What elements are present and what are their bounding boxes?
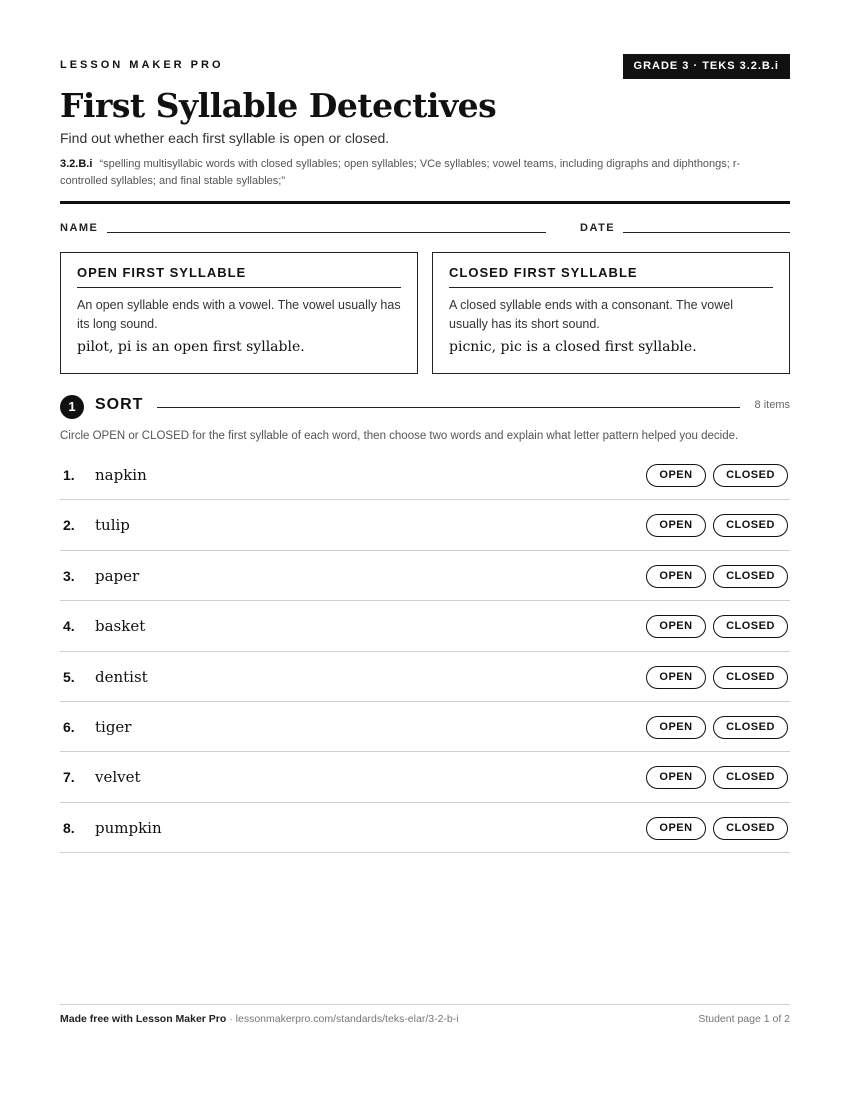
footer-credit <box>60 1013 459 1025</box>
page-subtitle: Find out whether each first syllable is open or closed. <box>60 130 390 146</box>
closed-choice-button[interactable]: CLOSED <box>713 514 788 537</box>
footer-separator: · <box>226 1013 236 1025</box>
sort-item-row <box>60 450 790 500</box>
section-instructions: Circle OPEN or CLOSED for the first syllable of each word, then choose two words and explain what letter pattern helped you decide. <box>60 430 739 442</box>
item-count: 8 items <box>754 399 790 411</box>
definition-title: CLOSED FIRST SYLLABLE <box>449 265 773 288</box>
definition-example: pilot, pi is an open first syllable. <box>77 339 305 355</box>
page-title: First Syllable Detectives <box>60 86 497 125</box>
item-number: 5. <box>63 668 75 685</box>
open-choice-button[interactable]: OPEN <box>646 716 706 739</box>
item-number: 1. <box>63 467 75 483</box>
footer-divider <box>60 1004 790 1005</box>
section-title: SORT <box>95 396 144 413</box>
page-indicator: Student page 1 of 2 <box>698 1013 790 1025</box>
name-field[interactable] <box>107 232 546 233</box>
item-word: pumpkin <box>95 818 162 837</box>
open-choice-button[interactable]: OPEN <box>646 666 706 689</box>
item-word: napkin <box>95 466 147 484</box>
definition-text: A closed syllable ends with a consonant. The vowel usually has its short sound. <box>449 298 733 331</box>
closed-choice-button[interactable]: CLOSED <box>713 766 788 789</box>
sort-item-row <box>60 500 790 550</box>
open-choice-button[interactable]: OPEN <box>646 766 706 789</box>
sort-item-row <box>60 601 790 651</box>
date-field[interactable] <box>623 232 790 233</box>
closed-choice-button[interactable]: CLOSED <box>713 615 788 638</box>
definition-title: OPEN FIRST SYLLABLE <box>77 265 401 288</box>
closed-syllable-definition <box>432 252 790 374</box>
open-choice-button[interactable]: OPEN <box>646 514 706 537</box>
item-word: basket <box>95 617 146 636</box>
item-number: 6. <box>63 718 75 735</box>
closed-choice-button[interactable]: CLOSED <box>713 464 788 487</box>
item-word: dentist <box>95 667 148 686</box>
section-header <box>60 395 790 419</box>
open-choice-button[interactable]: OPEN <box>646 817 706 840</box>
footer-url[interactable]: lessonmakerpro.com/standards/teks-elar/3-2-b-i <box>235 1013 459 1025</box>
worksheet-page <box>60 0 790 1100</box>
item-number: 8. <box>63 819 75 836</box>
open-syllable-definition <box>60 252 418 374</box>
item-number: 7. <box>63 769 75 786</box>
section-divider <box>157 407 740 408</box>
item-word: tulip <box>95 516 130 535</box>
name-label: NAME <box>60 222 99 234</box>
item-number: 3. <box>63 567 75 584</box>
sort-item-row <box>60 551 790 601</box>
section-number-badge: 1 <box>60 395 84 419</box>
item-word: tiger <box>95 717 132 736</box>
closed-choice-button[interactable]: CLOSED <box>713 716 788 739</box>
open-choice-button[interactable]: OPEN <box>646 464 706 487</box>
definition-example: picnic, pic is a closed first syllable. <box>449 339 697 355</box>
sort-item-row <box>60 803 790 853</box>
closed-choice-button[interactable]: CLOSED <box>713 565 788 588</box>
standard-code: 3.2.B.i <box>60 158 93 170</box>
open-choice-button[interactable]: OPEN <box>646 565 706 588</box>
item-number: 2. <box>63 517 75 534</box>
closed-choice-button[interactable]: CLOSED <box>713 817 788 840</box>
brand-name: LESSON MAKER PRO <box>60 59 224 71</box>
closed-choice-button[interactable]: CLOSED <box>713 666 788 689</box>
footer-made-with: Made free with Lesson Maker Pro <box>60 1013 227 1025</box>
sort-item-row <box>60 702 790 752</box>
sort-item-row <box>60 752 790 802</box>
item-number: 4. <box>63 618 75 635</box>
grade-badge: GRADE 3 · TEKS 3.2.B.i <box>623 54 790 79</box>
header-divider <box>60 201 790 204</box>
item-word: velvet <box>95 768 141 787</box>
item-word: paper <box>95 566 140 585</box>
standard-text: “spelling multisyllabic words with closed syllables; open syllables; VCe syllables; vowel teams, including digraphs and diphthongs; r-controlled syllables; and final stable syllables;” <box>60 158 741 187</box>
open-choice-button[interactable]: OPEN <box>646 615 706 638</box>
sort-item-list <box>60 450 790 853</box>
definition-text: An open syllable ends with a vowel. The vowel usually has its long sound. <box>77 298 401 331</box>
standard-description <box>60 156 750 190</box>
date-label: DATE <box>580 222 616 234</box>
sort-item-row <box>60 652 790 702</box>
